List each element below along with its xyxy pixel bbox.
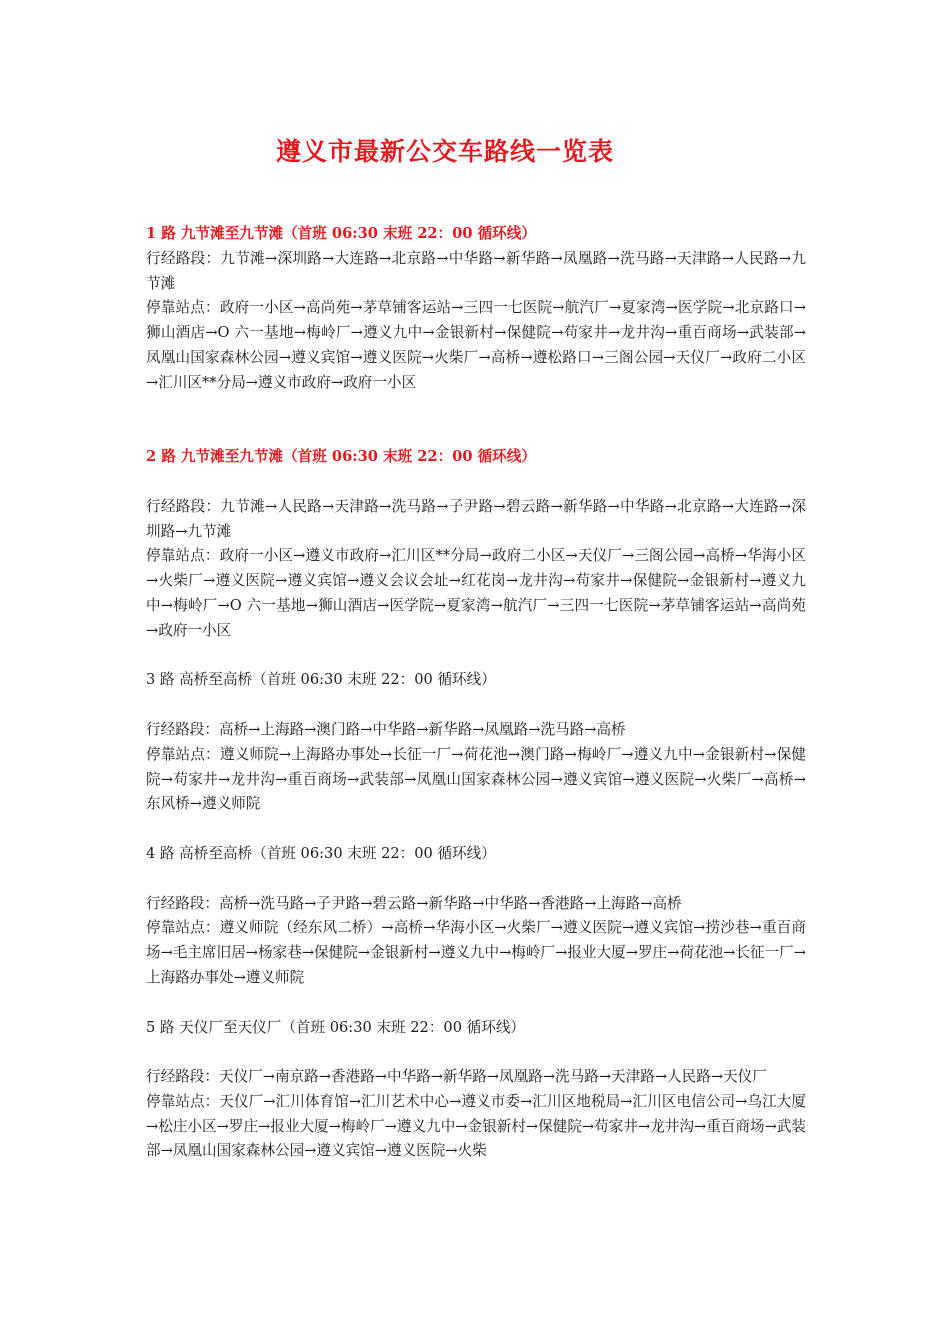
- path-label: 行经路段：: [146, 1068, 219, 1086]
- stops-text: 天仪厂→汇川体育馆→汇川艺术中心→遵义市委→汇川区地税局→汇川区电信公司→乌江大厦→松庄小区→罗庄→报业大厦→梅岭厂→遵义九中→金银新村→保健院→苟家井→龙井沟→重百商场→武装部→凤凰山国家森林公园→遵义宾馆→遵义医院→火柴: [146, 1092, 806, 1160]
- spacer: [146, 644, 806, 669]
- route-path: [146, 892, 806, 917]
- route-stops: [146, 1090, 806, 1164]
- spacer: [146, 470, 806, 495]
- spacer: [146, 1040, 806, 1065]
- path-text: 高桥→上海路→澳门路→中华路→新华路→凤凰路→洗马路→高桥: [218, 720, 626, 738]
- spacer: [146, 396, 806, 446]
- route-header: 5 路 天仪厂至天仪厂（首班 06:30 末班 22：00 循环线）: [146, 1018, 526, 1036]
- route-path: [146, 718, 806, 743]
- spacer: [146, 867, 806, 892]
- stops-label: 停靠站点：: [146, 919, 220, 937]
- path-label: 行经路段：: [146, 894, 219, 912]
- stops-text: 政府一小区→遵义市政府→汇川区**分局→政府二小区→天仪厂→三阁公园→高桥→华海小区→火柴厂→遵义医院→遵义宾馆→遵义会议会址→红花岗→龙井沟→苟家井→保健院→金银新村→遵义九中→梅岭厂→O 六一基地→狮山酒店→医学院→夏家湾→航汽厂→三四一七医院→茅草铺客运站→高尚苑→政府一小区: [146, 547, 806, 639]
- route-5: [146, 1016, 806, 1165]
- route-list: [146, 222, 806, 1164]
- path-text: 九节滩→深圳路→大连路→北京路→中华路→新华路→凤凰路→洗马路→天津路→人民路→九节滩: [146, 249, 806, 292]
- route-1: [146, 222, 806, 396]
- page-title: 遵义市最新公交车路线一览表: [275, 137, 614, 166]
- stops-label: 停靠站点：: [146, 745, 220, 763]
- route-stops: [146, 916, 806, 990]
- spacer: [146, 693, 806, 718]
- route-header: 2 路 九节滩至九节滩（首班 06:30 末班 22：00 循环线）: [146, 448, 536, 466]
- route-stops: [146, 296, 806, 395]
- route-stops: [146, 544, 806, 643]
- stops-text: 政府一小区→高尚苑→茅草铺客运站→三四一七医院→航汽厂→夏家湾→医学院→北京路口→狮山酒店→O 六一基地→梅岭厂→遵义九中→金银新村→保健院→苟家井→龙井沟→重百商场→武装部→凤凰山国家森林公园→遵义宾馆→遵义医院→火柴厂→高桥→遵松路口→三阁公园→天仪厂→政府二小区→汇川区**分局→遵义市政府→政府一小区: [146, 299, 806, 391]
- spacer: [146, 991, 806, 1016]
- route-header: 1 路 九节滩至九节滩（首班 06:30 末班 22：00 循环线）: [146, 225, 536, 242]
- path-label: 行经路段：: [146, 497, 221, 515]
- route-path: [146, 247, 806, 297]
- stops-label: 停靠站点：: [146, 1092, 220, 1110]
- path-text: 天仪厂→南京路→香港路→中华路→新华路→凤凰路→洗马路→天津路→人民路→天仪厂: [218, 1068, 767, 1086]
- stops-text: 遵义师院（经东风二桥）→高桥→华海小区→火柴厂→遵义医院→遵义宾馆→捞沙巷→重百商场→毛主席旧居→杨家巷→保健院→金银新村→遵义九中→梅岭厂→报业大厦→罗庄→荷花池→长征一厂→上海路办事处→遵义师院: [146, 919, 806, 986]
- path-text: 高桥→洗马路→子尹路→碧云路→新华路→中华路→香港路→上海路→高桥: [218, 894, 682, 912]
- route-stops: [146, 743, 806, 817]
- route-header: 4 路 高桥至高桥（首班 06:30 末班 22：00 循环线）: [146, 844, 496, 862]
- route-4: [146, 842, 806, 991]
- spacer: [146, 817, 806, 842]
- route-3: [146, 668, 806, 817]
- route-header: 3 路 高桥至高桥（首班 06:30 末班 22：00 循环线）: [146, 671, 496, 689]
- route-path: [146, 1065, 806, 1090]
- stops-label: 停靠站点：: [146, 299, 220, 317]
- stops-label: 停靠站点：: [146, 547, 220, 565]
- route-path: [146, 495, 806, 545]
- path-label: 行经路段：: [146, 249, 221, 267]
- path-text: 九节滩→人民路→天津路→洗马路→子尹路→碧云路→新华路→中华路→北京路→大连路→深圳路→九节滩: [146, 497, 806, 540]
- route-2: [146, 445, 806, 643]
- path-label: 行经路段：: [146, 720, 219, 738]
- stops-text: 遵义师院→上海路办事处→长征一厂→荷花池→澳门路→梅岭厂→遵义九中→金银新村→保健院→苟家井→龙井沟→重百商场→武装部→凤凰山国家森林公园→遵义宾馆→遵义医院→火柴厂→高桥→东风桥→遵义师院: [146, 745, 806, 813]
